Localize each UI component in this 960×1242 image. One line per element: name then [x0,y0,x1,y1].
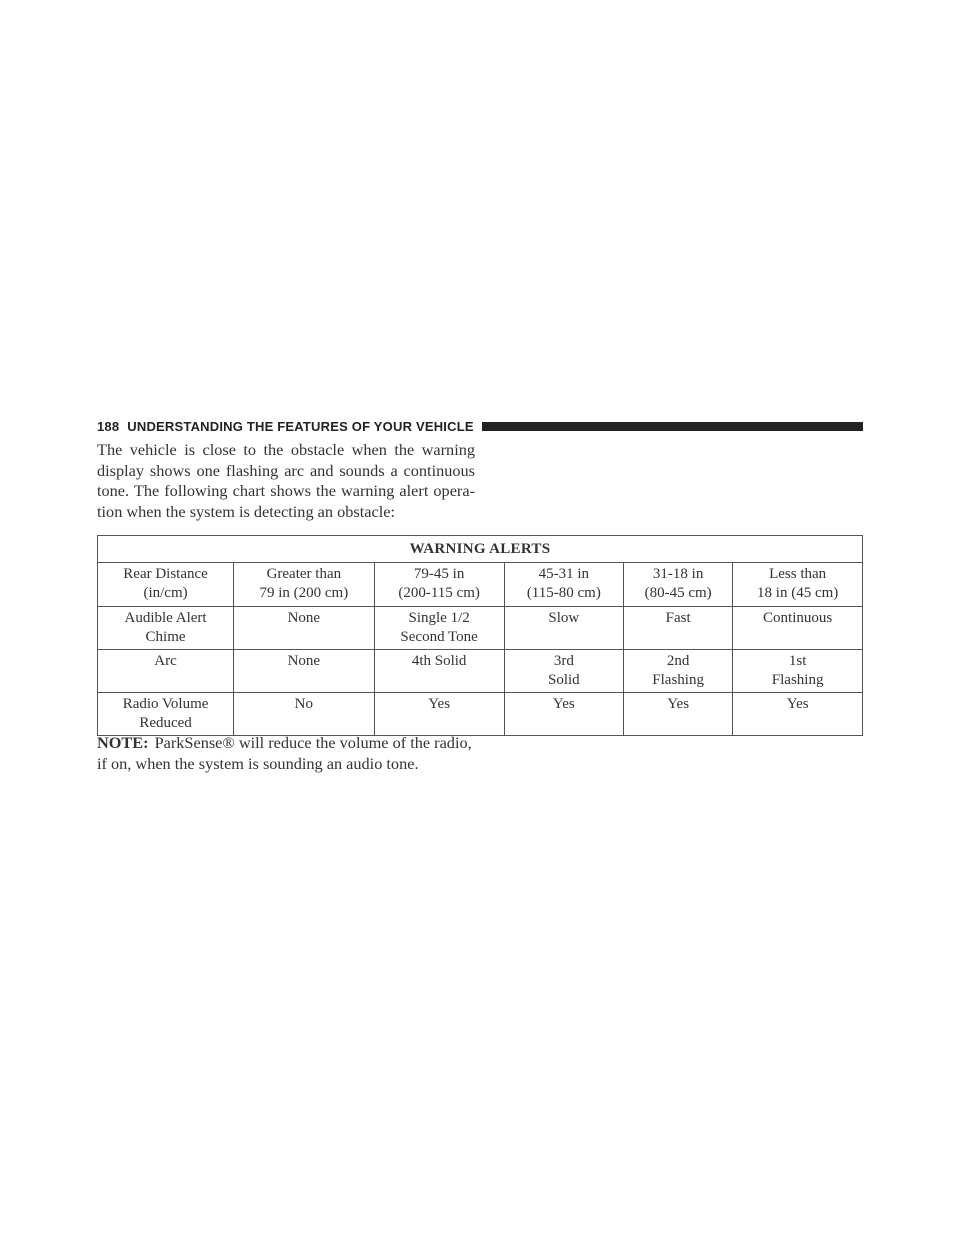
table-cell: Greater than 79 in (200 cm) [234,563,374,607]
table-cell: Single 1/2 Second Tone [374,607,504,650]
note-text: ParkSense® will reduce the volume of the radio, if on, when the system is sounding an audio tone. [97,733,472,773]
row-label-audible-alert: Audible Alert Chime [98,607,234,650]
table-row-audible-alert [98,607,863,650]
header-rule [482,422,863,431]
table-title: WARNING ALERTS [98,536,863,563]
table-cell: Yes [374,693,504,736]
intro-paragraph: The vehicle is close to the obstacle when the warning display shows one flashing arc and sounds a continuous tone. The following chart shows the warning alert opera-tion when the system is detecting an obstacle: [97,440,475,521]
table-row-rear-distance [98,563,863,607]
table-cell: Slow [504,607,623,650]
table-row-radio-volume [98,693,863,736]
page-header [97,416,863,436]
table-title-row [98,536,863,563]
table-cell: Continuous [733,607,863,650]
table-cell: Yes [623,693,732,736]
note-paragraph [97,733,477,774]
table-cell: 31-18 in (80-45 cm) [623,563,732,607]
table-cell: None [234,650,374,693]
table-cell: 45-31 in (115-80 cm) [504,563,623,607]
table-cell: No [234,693,374,736]
table-cell: 1st Flashing [733,650,863,693]
table-cell: None [234,607,374,650]
table-row-arc [98,650,863,693]
section-title: UNDERSTANDING THE FEATURES OF YOUR VEHICLE [127,418,474,434]
table-cell: Yes [504,693,623,736]
table-cell: 3rd Solid [504,650,623,693]
table-cell: 4th Solid [374,650,504,693]
table-cell: Less than 18 in (45 cm) [733,563,863,607]
row-label-arc: Arc [98,650,234,693]
table-cell: Fast [623,607,732,650]
row-label-rear-distance: Rear Distance (in/cm) [98,563,234,607]
table-cell: 79-45 in (200-115 cm) [374,563,504,607]
row-label-radio-volume: Radio Volume Reduced [98,693,234,736]
page-number: 188 [97,418,120,434]
table-cell: 2nd Flashing [623,650,732,693]
table-cell: Yes [733,693,863,736]
note-label: NOTE: [97,733,149,752]
warning-alerts-table [97,535,863,736]
